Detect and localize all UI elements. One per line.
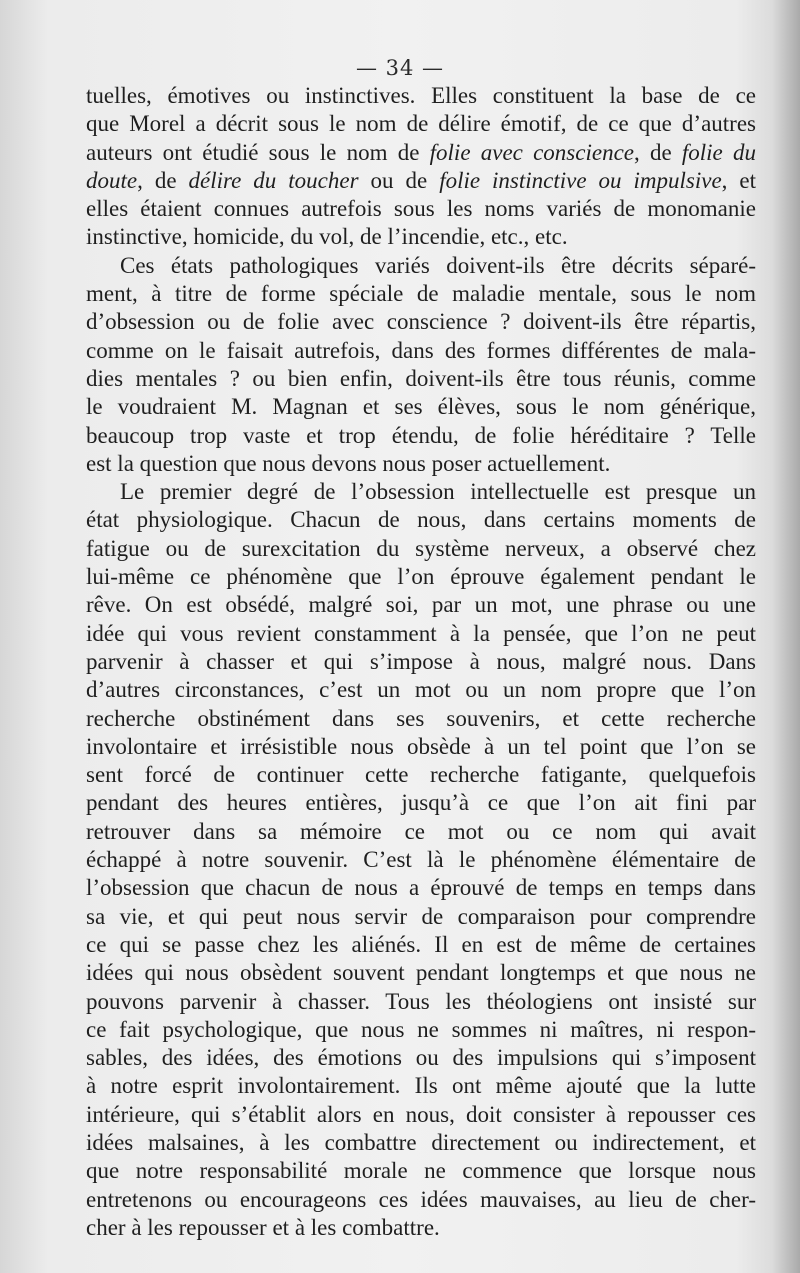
text-line: elles étaient connues autrefois sous les noms variés de monomanie bbox=[86, 196, 756, 222]
text-line: Ces états pathologiques variés doivent-ils être décrits séparé- bbox=[120, 252, 756, 278]
italic-term: folie du bbox=[681, 139, 756, 165]
page-edge-shadow bbox=[772, 0, 800, 1273]
italic-term: folie instinctive ou impulsive bbox=[439, 167, 722, 193]
text-line: idée qui vous revient constamment à la pensée, que l’on ne peut bbox=[86, 620, 756, 646]
text-line: l’obsession que chacun de nous a éprouvé de temps en temps dans bbox=[86, 875, 756, 901]
text-line: fatigue ou de surexcitation du système nerveux, a observé chez bbox=[86, 535, 756, 561]
text-line: recherche obstinément dans ses souvenirs, et cette recherche bbox=[86, 705, 756, 731]
text-line: intérieure, qui s’établit alors en nous, doit consister à repousser ces bbox=[86, 1101, 756, 1127]
text-line: beaucoup trop vaste et trop étendu, de folie héréditaire ? Telle bbox=[86, 422, 756, 448]
text-line: parvenir à chasser et qui s’impose à nous, malgré nous. Dans bbox=[86, 648, 756, 674]
italic-term: doute bbox=[86, 167, 138, 193]
text-line: d’autres circonstances, c’est un mot ou un nom propre que l’on bbox=[86, 677, 756, 703]
italic-term: délire du toucher bbox=[188, 167, 359, 193]
text-line: rêve. On est obsédé, malgré soi, par un mot, une phrase ou une bbox=[86, 592, 756, 618]
text-line: dies mentales ? ou bien enfin, doivent-ils être tous réunis, comme bbox=[86, 365, 756, 391]
text-segment: , de bbox=[137, 167, 189, 193]
text-line: le voudraient M. Magnan et ses élèves, sous le nom générique, bbox=[86, 394, 756, 420]
text-segment: , et bbox=[721, 167, 756, 193]
text-line: ment, à titre de forme spéciale de maladie mentale, sous le nom bbox=[86, 281, 756, 307]
body-text bbox=[86, 82, 756, 1242]
text-line: que Morel a décrit sous le nom de délire émotif, de ce que d’autres bbox=[86, 111, 756, 137]
text-line: tuelles, émotives ou instinctives. Elles constituent la base de ce bbox=[86, 83, 756, 108]
text-line: pouvons parvenir à chasser. Tous les théologiens ont insisté sur bbox=[86, 988, 756, 1014]
text-line: à notre esprit involontairement. Ils ont même ajouté que la lutte bbox=[86, 1073, 756, 1099]
text-line: instinctive, homicide, du vol, de l’incendie, etc., etc. bbox=[86, 224, 568, 250]
text-line: ce fait psychologique, que nous ne sommes ni maîtres, ni respon- bbox=[86, 1016, 756, 1042]
text-line: idées qui nous obsèdent souvent pendant longtemps et que nous ne bbox=[86, 960, 756, 986]
text-segment: auteurs ont étudié sous le nom de bbox=[86, 139, 430, 165]
text-line: pendant des heures entières, jusqu’à ce que l’on ait fini par bbox=[86, 790, 756, 816]
text-segment: ou de bbox=[358, 167, 440, 193]
text-line: comme on le faisait autrefois, dans des formes différentes de mala- bbox=[86, 337, 756, 363]
text-segment: , de bbox=[633, 139, 682, 165]
text-line: idées malsaines, à les combattre directement ou indirectement, et bbox=[86, 1129, 756, 1155]
text-line: lui-même ce phénomène que l’on éprouve également pendant le bbox=[86, 564, 756, 590]
text-line: sent forcé de continuer cette recherche fatigante, quelquefois bbox=[86, 762, 756, 788]
text-line bbox=[86, 167, 756, 195]
text-line: sables, des idées, des émotions ou des impulsions qui s’imposent bbox=[86, 1045, 756, 1071]
text-line: état physiologique. Chacun de nous, dans certains moments de bbox=[86, 507, 756, 533]
text-line bbox=[86, 139, 756, 167]
text-line: Le premier degré de l’obsession intellectuelle est presque un bbox=[120, 479, 756, 505]
text-line: sa vie, et qui peut nous servir de comparaison pour comprendre bbox=[86, 903, 756, 929]
text-line: est la question que nous devons nous poser actuellement. bbox=[86, 450, 611, 476]
text-line: entretenons ou encourageons ces idées mauvaises, au lieu de cher- bbox=[86, 1186, 756, 1212]
text-line: cher à les repousser et à les combattre. bbox=[86, 1214, 440, 1240]
text-line: retrouver dans sa mémoire ce mot ou ce nom qui avait bbox=[86, 818, 756, 844]
text-line: involontaire et irrésistible nous obsède à un tel point que l’on se bbox=[86, 733, 756, 759]
text-line: d’obsession ou de folie avec conscience ? doivent-ils être répartis, bbox=[86, 309, 756, 335]
page-number: — 34 — bbox=[355, 56, 445, 80]
text-line: ce qui se passe chez les aliénés. Il en est de même de certaines bbox=[86, 931, 756, 957]
text-line: que notre responsabilité morale ne commence que lorsque nous bbox=[86, 1158, 756, 1184]
italic-term: folie avec conscience bbox=[429, 139, 634, 165]
text-line: échappé à notre souvenir. C’est là le phénomène élémentaire de bbox=[86, 847, 756, 873]
